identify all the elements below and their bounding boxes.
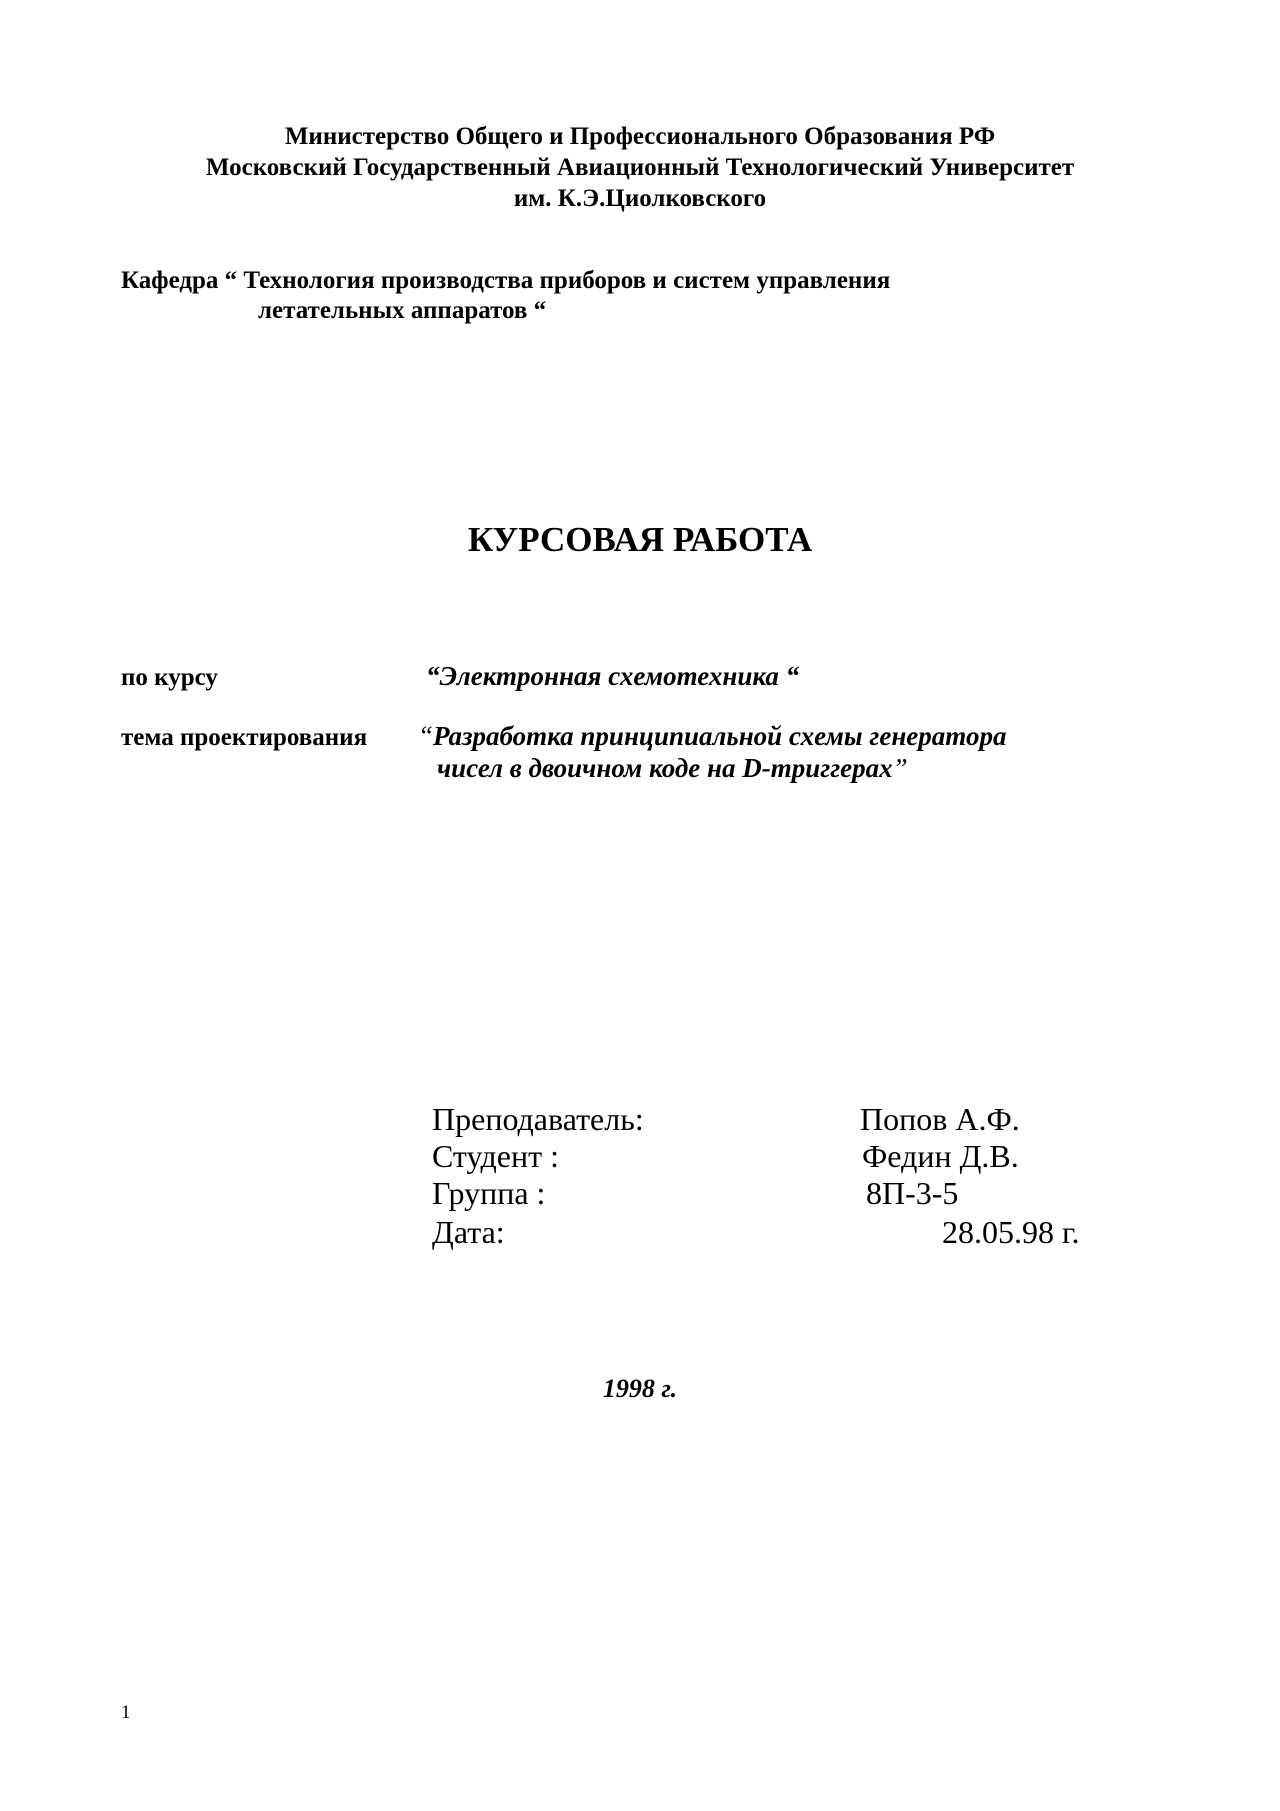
topic-open-quote: “ xyxy=(418,721,434,751)
page-number: 1 xyxy=(121,1702,131,1723)
group-label: Группа : xyxy=(432,1175,546,1211)
university-line: Московский Государственный Авиационный Технологический Университет xyxy=(205,154,1075,181)
course-value: “Электронная схемотехника “ xyxy=(426,661,800,691)
topic-label: тема проектирования xyxy=(121,724,368,751)
teacher-value: Попов А.Ф. xyxy=(860,1101,1020,1137)
teacher-label: Преподаватель: xyxy=(432,1101,644,1137)
student-label: Студент : xyxy=(432,1138,559,1174)
topic-line-2 xyxy=(437,752,908,784)
date-value: 28.05.98 г. xyxy=(942,1214,1080,1250)
document-title: КУРСОВАЯ РАБОТА xyxy=(467,520,813,559)
group-value: 8П-3-5 xyxy=(866,1175,959,1211)
year-label: 1998 г. xyxy=(602,1374,678,1403)
topic-line-1-text: Разработка принципиальной схемы генератора xyxy=(433,721,1007,751)
ministry-line: Министерство Общего и Профессионального Образования РФ xyxy=(284,123,996,150)
topic-line-2-text: чисел в двоичном коде на D-триггерах xyxy=(437,753,893,783)
course-label: по курсу xyxy=(121,664,218,691)
department-line-1: Кафедра “ Технология производства приборов и систем управления xyxy=(121,267,891,294)
student-value: Федин Д.В. xyxy=(862,1138,1019,1174)
date-label: Дата: xyxy=(432,1214,505,1250)
topic-line-1 xyxy=(418,720,1006,752)
university-name-line: им. К.Э.Циолковского xyxy=(513,185,767,212)
topic-close-quote: ” xyxy=(892,753,908,783)
department-line-2: летательных аппаратов “ xyxy=(258,297,547,324)
